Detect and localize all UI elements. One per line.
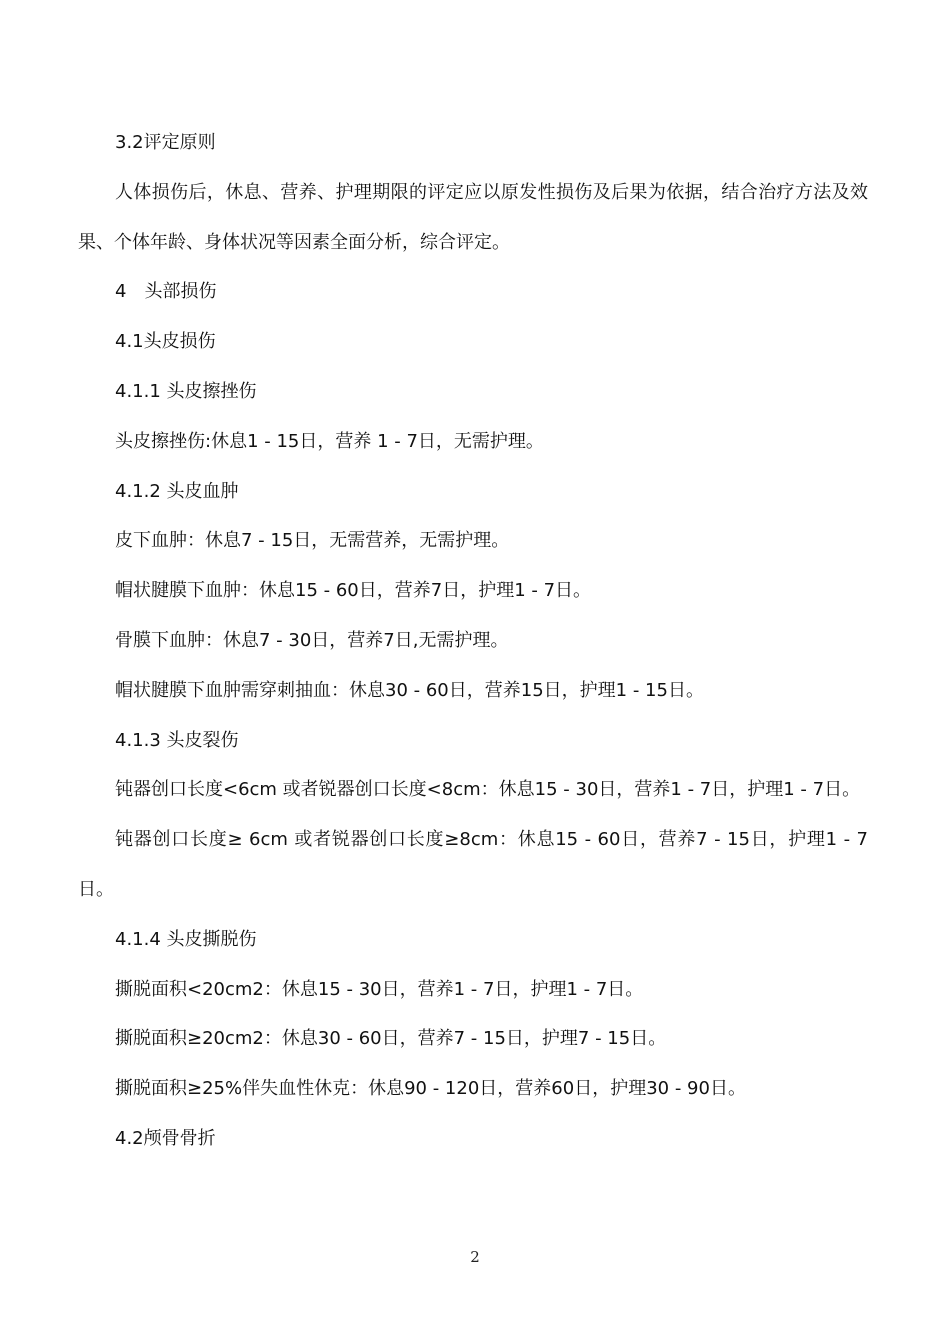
body-paragraph: 撕脱面积≥20cm2：休息30 - 60日，营养7 - 15日，护理7 - 15日。 — [115, 1028, 667, 1050]
body-paragraph: 帽状腱膜下血肿：休息15 - 60日，营养7日，护理1 - 7日。 — [115, 580, 592, 602]
subsection-heading-4-1-2: 4.1.2 头皮血肿 — [115, 480, 239, 502]
section-heading-3-2: 3.2评定原则 — [115, 132, 216, 153]
subsection-heading-4-1-1: 4.1.1 头皮擦挫伤 — [115, 380, 257, 402]
body-paragraph: 皮下血肿：休息7 - 15日，无需营养，无需护理。 — [115, 530, 510, 552]
body-paragraph: 帽状腱膜下血肿需穿刺抽血：休息30 - 60日，营养15日，护理1 - 15日。 — [115, 679, 704, 701]
page-number: 2 — [470, 1248, 480, 1266]
body-paragraph: 钝器创口长度<6cm 或者锐器创口长度<8cm：休息15 - 30日，营养1 - 7日，护理1 - 7日。 — [115, 779, 861, 801]
body-paragraph: 人体损伤后，休息、营养、护理期限的评定应以原发性损伤及后果为依据，结合治疗方法及效果、个体年龄、身体状况等因素全面分析，综合评定。 — [78, 181, 868, 253]
body-paragraph: 撕脱面积<20cm2：休息15 - 30日，营养1 - 7日，护理1 - 7日。 — [115, 978, 644, 1000]
section-heading-4-2: 4.2颅骨骨折 — [115, 1127, 216, 1149]
document-body — [78, 118, 868, 1164]
chapter-heading-4: 4 头部损伤 — [115, 281, 217, 303]
subsection-heading-4-1-4: 4.1.4 头皮撕脱伤 — [115, 928, 257, 950]
body-paragraph: 头皮擦挫伤:休息1 - 15日，营养 1 - 7日，无需护理。 — [115, 430, 544, 452]
subsection-heading-4-1-3: 4.1.3 头皮裂伤 — [115, 729, 239, 751]
section-heading-4-1: 4.1头皮损伤 — [115, 331, 216, 353]
body-paragraph: 撕脱面积≥25%伴失血性休克：休息90 - 120日，营养60日，护理30 - 90日。 — [115, 1078, 746, 1100]
body-paragraph: 钝器创口长度≥ 6cm 或者锐器创口长度≥8cm：休息15 - 60日，营养7 - 15日，护理1 - 7日。 — [78, 829, 868, 900]
body-paragraph: 骨膜下血肿：休息7 - 30日，营养7日,无需护理。 — [115, 629, 509, 651]
